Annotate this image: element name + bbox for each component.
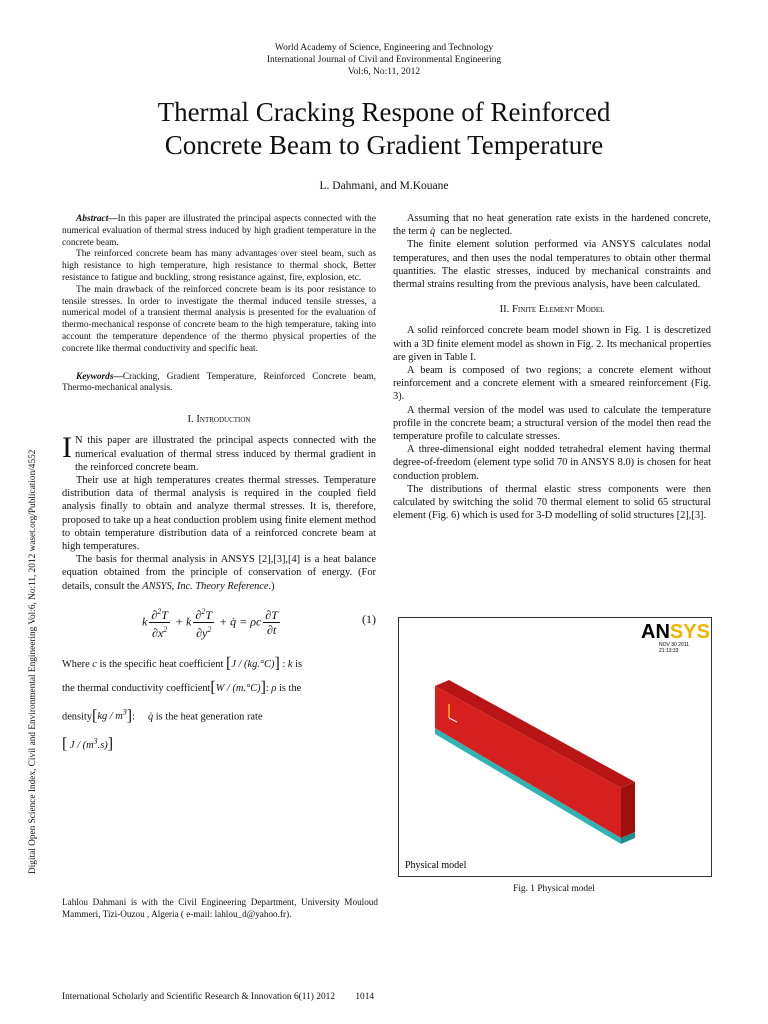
ansys-logo: ANSYS: [641, 621, 710, 643]
equation-1: k $\frac{\partial^2T}{\partial x^2}$ + k $\frac{\partial^2T}{\partial y^2}$ + q̇ = ρc $\frac{\partial T}{\partial t}$ (1): [142, 606, 376, 640]
right-p7: The distributions of thermal elastic stress components were then calculated by switching the solid 70 thermal element to solid 65 structural element (Fig. 6) which is used for 3-D modelling of solid structures [2],[3].: [393, 483, 711, 522]
footnote: Lahlou Dahmani is with the Civil Engineering Department, University Mouloud Mammeri, Tizi-Ouzou , Algeria ( e-mail: lahlou_d@yahoo.fr).: [62, 897, 378, 919]
header-line-3: Vol:6, No:11, 2012: [347, 67, 421, 77]
title-line-2: Concrete Beam to Gradient Temperature: [164, 130, 604, 160]
right-p2: The finite element solution performed via ANSYS calculates nodal temperatures, and then uses the nodal temperatures to obtain other thermal quantities. The elastic stresses, induced by mechanical constraints and thermal strains resulting from the previous analysis, have been calculated.: [393, 239, 711, 291]
header-line-1: World Academy of Science, Engineering and Technology: [274, 43, 494, 53]
section-heading-introduction: I. Introduction: [187, 414, 251, 426]
beam-end: [621, 782, 635, 838]
figure-time: 21:13:33: [659, 648, 679, 654]
where-line-3: density[kg / $m^3$]: q̇ is the heat generation rate: [62, 707, 263, 725]
footer-text: International Scholarly and Scientific Research & Innovation 6(11) 2012: [62, 992, 336, 1002]
page-number: 1014: [355, 992, 375, 1002]
page-footer: [62, 992, 374, 1002]
equation-number: (1): [362, 611, 376, 626]
right-p4: A beam is composed of two regions; a concrete element without reinforcement and a concrete element with a smeared reinforcement (Fig. 3).: [393, 365, 711, 403]
where-line-2: the thermal conductivity coefficient[W / (m.°C)]: ρ is the: [62, 678, 302, 696]
side-citation-text: Digital Open Science Index, Civil and Environmental Engineering Vol:6, No:11, 2012 waset.org/Publication/4552: [28, 449, 38, 874]
abstract-p1: Abstract—In this paper are illustrated the principal aspects connected with the numerical evaluation of thermal stress induced by high gradient temperature in the concrete beam.: [62, 214, 376, 248]
header-line-2: International Journal of Civil and Environmental Engineering: [266, 55, 502, 65]
authors: L. Dahmani, and M.Kouane: [319, 180, 449, 192]
drop-cap: I: [62, 431, 72, 465]
intro-p1: I N this paper are illustrated the principal aspects connected with the numerical evaluation of thermal stress induced by thermal gradient in the reinforced concrete beam.: [62, 431, 376, 473]
abstract-p3: The main drawback of the reinforced concrete beam is its poor resistance to tensile stresses. In order to investigate the thermal induced tensile stresses, a numerical model of a transient thermal analysis is presented for the evaluation of thermo-mechanical response of concrete beam to the high temperature, taking into account the temperature dependence of the thermo physical properties of the concrete like thermal conductivity and specific heat.: [62, 284, 376, 354]
figure-physical-model: [398, 617, 712, 877]
intro-p3: The basis for thermal analysis in ANSYS [2],[3],[4] is a heat balance equation obtained from the principle of conservation of energy. (For details, consult the ANSYS, Inc. Theory Reference.): [62, 554, 376, 592]
abstract-p2: The reinforced concrete beam has many advantages over steel beam, such as high resistance to high temperature, high resistance to thermal shock, Better resistance to fatigue and buckling, strong resistance against, fire, explosion, etc.: [62, 249, 376, 283]
figure-label: Physical model: [405, 860, 467, 871]
where-line-4: [ J / $(m^3.s)$]: [62, 735, 114, 753]
figure-caption: Fig. 1 Physical model: [513, 884, 595, 894]
right-p6: A three-dimensional eight nodded tetrahedral element having thermal degree-of-freedom (element type solid 70 in ANSYS 8.0) is chosen for heat conduction problem.: [393, 444, 711, 482]
right-p5: A thermal version of the model was used to calculate the temperature profile in the concrete beam; a structural version of the model then read the temperature profile to calculate stresses.: [393, 404, 711, 443]
right-p1: Assuming that no heat generation rate exists in the hardened concrete, the term q̇ can be neglected.: [393, 213, 711, 238]
beam-render: [399, 618, 711, 876]
paper-title: [0, 96, 768, 162]
keywords: Keywords—Cracking, Gradient Temperature, Reinforced Concrete beam, Thermo-mechanical analysis.: [62, 371, 376, 394]
intro-p2: Their use at high temperatures creates thermal stresses. Temperature distribution data of thermal analysis is required in the coupled field analysis finally to obtain and analyze thermal stresses. It is, therefore, proposed to take up a heat conduction problem using finite element method to obtain temperature distribution data of a reinforced concrete beam at high temperatures.: [62, 474, 376, 552]
journal-header: [0, 42, 768, 78]
figure-date: NOV 30 2011: [659, 642, 689, 648]
right-p3: A solid reinforced concrete beam model shown in Fig. 1 is descretized with a 3D finite element model as shown in Fig. 2. Its mechanical properties are given in Table I.: [393, 325, 711, 363]
abstract-label: Abstract: [76, 214, 109, 224]
left-column: [62, 214, 376, 758]
title-line-1: Thermal Cracking Respone of Reinforced: [157, 97, 611, 127]
right-column: [393, 212, 711, 522]
section-heading-fem: II. Finite Element Model: [499, 304, 605, 316]
where-line-1: Where c is the specific heat coefficient [J / (kg.°C)] : k is: [62, 654, 303, 672]
